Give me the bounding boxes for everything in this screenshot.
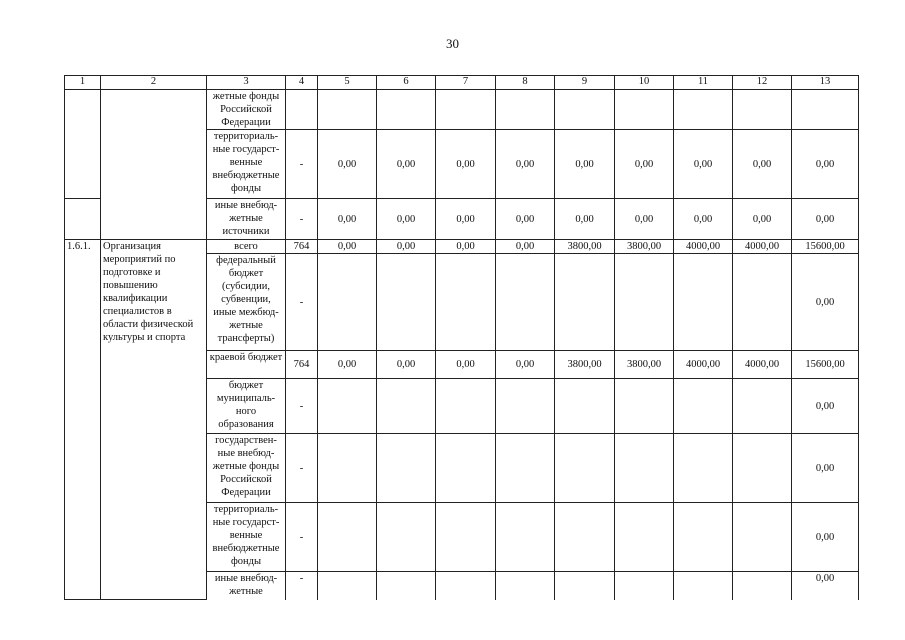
table-cell <box>377 503 436 572</box>
table-cell <box>733 379 792 434</box>
table-cell: 764 <box>286 351 318 379</box>
table-cell <box>436 572 496 600</box>
table-cell <box>377 254 436 351</box>
table-cell <box>555 254 615 351</box>
table-cell <box>733 434 792 503</box>
table-cell: 4000,00 <box>674 351 733 379</box>
table-cell: 0,00 <box>792 199 859 240</box>
table-cell <box>792 90 859 130</box>
table-cell <box>318 90 377 130</box>
table-cell <box>496 254 555 351</box>
table-cell <box>555 572 615 600</box>
budget-table <box>64 75 859 600</box>
table-row <box>65 90 859 130</box>
table-cell <box>615 254 674 351</box>
funding-source-cell: федеральный бюджет (субсидии, субвенции, иные межбюд-жетные трансферты) <box>207 254 286 351</box>
table-cell <box>674 434 733 503</box>
row-name-cell <box>101 90 207 240</box>
table-cell: 3800,00 <box>555 351 615 379</box>
table-cell: 0,00 <box>674 130 733 199</box>
table-cell <box>674 90 733 130</box>
table-cell <box>318 254 377 351</box>
table-cell: 0,00 <box>377 130 436 199</box>
table-cell: 0,00 <box>318 199 377 240</box>
table-cell <box>496 572 555 600</box>
table-cell <box>496 503 555 572</box>
column-header: 9 <box>555 76 615 90</box>
table-cell: 4000,00 <box>733 351 792 379</box>
funding-source-cell: краевой бюджет <box>207 351 286 379</box>
table-cell: 15600,00 <box>792 240 859 254</box>
table-cell: - <box>286 503 318 572</box>
table-cell <box>496 90 555 130</box>
table-cell: 0,00 <box>733 130 792 199</box>
funding-source-cell: иные внебюд-жетные <box>207 572 286 600</box>
column-header: 11 <box>674 76 733 90</box>
table-cell <box>436 434 496 503</box>
table-cell <box>733 90 792 130</box>
funding-source-cell: иные внебюд-жетные источники <box>207 199 286 240</box>
column-header: 1 <box>65 76 101 90</box>
table-cell <box>615 503 674 572</box>
table-cell: - <box>286 379 318 434</box>
table-cell <box>436 379 496 434</box>
table-cell: 0,00 <box>615 130 674 199</box>
table-cell: 0,00 <box>318 240 377 254</box>
table-cell: 4000,00 <box>674 240 733 254</box>
funding-source-cell: жетные фонды Российской Федерации <box>207 90 286 130</box>
funding-source-cell: территориаль-ные государст-венные внебюджетные фонды <box>207 130 286 199</box>
table-cell: 764 <box>286 240 318 254</box>
table-cell: - <box>286 199 318 240</box>
table-cell <box>674 254 733 351</box>
table-cell: 3800,00 <box>615 240 674 254</box>
table-cell: 0,00 <box>496 351 555 379</box>
table-cell <box>555 434 615 503</box>
table-cell: 0,00 <box>436 130 496 199</box>
table-cell: 0,00 <box>792 379 859 434</box>
table-cell <box>436 90 496 130</box>
funding-source-cell: территориаль-ные государст-венные внебюджетные фонды <box>207 503 286 572</box>
table-cell: 3800,00 <box>555 240 615 254</box>
table-cell <box>555 90 615 130</box>
section-code: 1.6.1. <box>65 240 101 600</box>
column-header: 13 <box>792 76 859 90</box>
table-cell: 0,00 <box>792 130 859 199</box>
column-number-row <box>65 76 859 90</box>
table-cell <box>733 254 792 351</box>
table-cell <box>318 379 377 434</box>
table-cell: 0,00 <box>555 130 615 199</box>
table-cell <box>377 90 436 130</box>
column-header: 12 <box>733 76 792 90</box>
column-header: 8 <box>496 76 555 90</box>
table-cell <box>286 90 318 130</box>
table-cell: 0,00 <box>318 351 377 379</box>
column-header: 10 <box>615 76 674 90</box>
table-cell: 0,00 <box>436 351 496 379</box>
table-cell: 0,00 <box>555 199 615 240</box>
row-code-cell <box>65 199 101 240</box>
table-cell <box>674 379 733 434</box>
column-header: 7 <box>436 76 496 90</box>
funding-source-cell: всего <box>207 240 286 254</box>
table-cell <box>733 503 792 572</box>
table-cell: - <box>286 254 318 351</box>
table-cell <box>318 572 377 600</box>
table-cell: 4000,00 <box>733 240 792 254</box>
table-cell: 0,00 <box>496 199 555 240</box>
table-cell <box>733 572 792 600</box>
table-cell: 0,00 <box>496 130 555 199</box>
table-cell: 0,00 <box>792 503 859 572</box>
table-cell <box>555 503 615 572</box>
table-cell: - <box>286 434 318 503</box>
table-cell <box>377 434 436 503</box>
table-cell: 0,00 <box>377 240 436 254</box>
funding-source-cell: государствен-ные внебюд-жетные фонды Российской Федерации <box>207 434 286 503</box>
table-cell <box>615 572 674 600</box>
table-cell <box>318 503 377 572</box>
table-cell: 0,00 <box>615 199 674 240</box>
column-header: 4 <box>286 76 318 90</box>
column-header: 3 <box>207 76 286 90</box>
table-cell: 0,00 <box>436 240 496 254</box>
row-code-cell <box>65 90 101 199</box>
column-header: 2 <box>101 76 207 90</box>
table-cell <box>377 572 436 600</box>
table-cell <box>555 379 615 434</box>
section-name: Организация мероприятий по подготовке и повышению квалификации специалистов в области физической культуры и спорта <box>101 240 207 600</box>
funding-source-cell: бюджет муниципаль-ного образования <box>207 379 286 434</box>
table-cell <box>615 90 674 130</box>
table-cell: 3800,00 <box>615 351 674 379</box>
table-row <box>65 240 859 254</box>
table-cell <box>496 379 555 434</box>
table-cell: 0,00 <box>496 240 555 254</box>
column-header: 5 <box>318 76 377 90</box>
table-cell <box>318 434 377 503</box>
table-cell: 0,00 <box>733 199 792 240</box>
column-header: 6 <box>377 76 436 90</box>
table-cell: 0,00 <box>792 572 859 600</box>
table-cell: 0,00 <box>792 434 859 503</box>
table-cell <box>377 379 436 434</box>
table-cell: 0,00 <box>792 254 859 351</box>
table-cell: 0,00 <box>377 199 436 240</box>
table-cell <box>615 379 674 434</box>
table-cell: 0,00 <box>318 130 377 199</box>
table-cell: - <box>286 130 318 199</box>
table-cell: 15600,00 <box>792 351 859 379</box>
table-cell <box>436 503 496 572</box>
table-cell: 0,00 <box>436 199 496 240</box>
table-cell <box>674 572 733 600</box>
table-cell <box>674 503 733 572</box>
table-cell <box>496 434 555 503</box>
table-cell: - <box>286 572 318 600</box>
table-cell: 0,00 <box>674 199 733 240</box>
table-cell <box>436 254 496 351</box>
table-cell <box>615 434 674 503</box>
table-cell: 0,00 <box>377 351 436 379</box>
page-number: 30 <box>446 36 459 51</box>
